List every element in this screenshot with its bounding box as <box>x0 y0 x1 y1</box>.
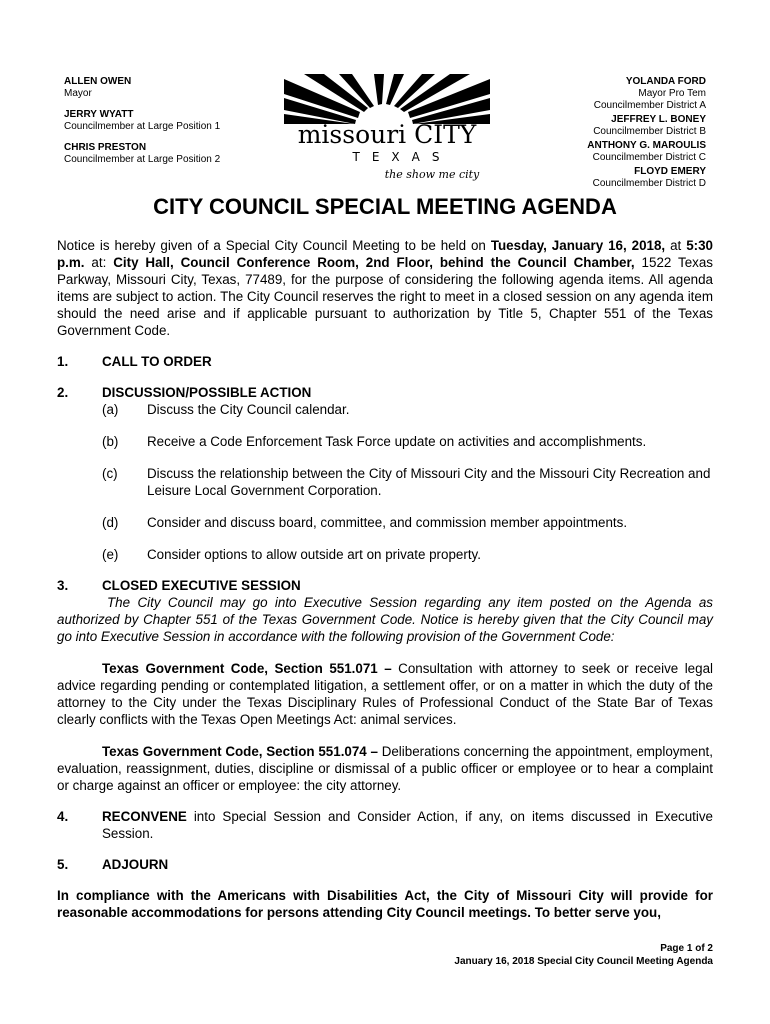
code-heading: Texas Government Code, Section 551.071 – <box>102 661 392 676</box>
item-heading: CALL TO ORDER <box>102 354 212 369</box>
agenda-item-5 <box>57 856 713 873</box>
notice-text-3: at: <box>84 255 114 270</box>
sub-item-letter: (c) <box>102 466 118 481</box>
code-text: Consultation with attorney to seek or receive legal advice regarding pending or contemplated litigation, a settlement offer, or on a matter in which the duty of the attorney to the City under the Texas Disciplinary Rules of Professional Conduct of the State Bar of Texas clearly conflicts with the Texas Open Meetings Act: animal services. <box>57 661 713 727</box>
official-district-a <box>476 76 706 112</box>
sub-item-d <box>57 514 713 531</box>
item-body: into Special Session and Consider Action, if any, on items discussed in Executive Session. <box>102 809 713 841</box>
ada-notice: In compliance with the Americans with Disabilities Act, the City of Missouri City will provide for reasonable accommodations for persons attending City Council meetings. To better serve you, <box>57 888 713 920</box>
officials-left <box>64 76 294 175</box>
sub-item-letter: (a) <box>102 402 119 417</box>
official-district-b <box>476 114 706 138</box>
footer-document-title: January 16, 2018 Special City Council Meeting Agenda <box>454 956 713 967</box>
sub-item-e <box>57 546 713 563</box>
sub-item-letter: (d) <box>102 515 119 530</box>
agenda-body <box>57 237 713 921</box>
official-title: Councilmember District C <box>592 152 706 163</box>
sub-item-b <box>57 433 713 450</box>
item-number: 4. <box>57 809 69 824</box>
official-mayor <box>64 76 294 100</box>
official-title: Councilmember District B <box>593 126 706 137</box>
official-name: FLOYD EMERY <box>634 166 706 177</box>
official-title: Councilmember at Large Position 2 <box>64 154 221 165</box>
executive-session-intro: The City Council may go into Executive Session regarding any item posted on the Agenda as authorized by Chapter 551 of the Texas Government Code. Notice is hereby given that the City Council may go into Executive Session in accordance with the following provision of the Government Code: <box>57 595 713 644</box>
logo-state: TEXAS <box>352 150 452 164</box>
notice-date: Tuesday, January 16, 2018, <box>490 238 666 253</box>
page-title: CITY COUNCIL SPECIAL MEETING AGENDA <box>153 194 617 219</box>
item-heading: DISCUSSION/POSSIBLE ACTION <box>102 385 312 400</box>
official-name: ALLEN OWEN <box>64 76 132 87</box>
code-551-071 <box>57 660 713 728</box>
agenda-item-1 <box>57 353 713 370</box>
sub-item-text: Consider and discuss board, committee, and commission member appointments. <box>147 515 628 530</box>
official-title: Mayor <box>64 88 92 99</box>
official-district-d <box>476 166 706 190</box>
official-name: ANTHONY G. MAROULIS <box>587 140 706 151</box>
agenda-item-4 <box>57 808 713 842</box>
item-4-text <box>102 808 713 842</box>
official-at-large-2 <box>64 142 294 166</box>
sub-item-text: Receive a Code Enforcement Task Force update on activities and accomplishments. <box>147 434 647 449</box>
sub-item-text: Discuss the relationship between the City of Missouri City and the Missouri City Recreation and Leisure Local Government Corporation. <box>147 466 711 498</box>
item-heading: RECONVENE <box>102 809 187 824</box>
item-heading: ADJOURN <box>102 857 169 872</box>
sub-item-a <box>57 401 713 418</box>
item-number: 2. <box>57 385 69 400</box>
logo-wordmark: missouri CITY <box>297 120 477 149</box>
code-heading: Texas Government Code, Section 551.074 – <box>102 744 378 759</box>
page-number: Page 1 of 2 <box>660 943 713 954</box>
sub-item-c <box>57 465 713 499</box>
missouri-city-logo <box>284 74 490 192</box>
code-text: Deliberations concerning the appointment, employment, evaluation, reassignment, duties, discipline or dismissal of a public officer or employee or to hear a complaint or charge against an officer or employee: the city attorney. <box>57 744 713 793</box>
item-number: 5. <box>57 857 69 872</box>
official-district-c <box>476 140 706 164</box>
notice-text-4: 1522 Texas Parkway, Missouri City, Texas, 77489, for the purpose of considering the following agenda items. All agenda items are subject to action. The City Council reserves the right to meet in a closed session on any agenda item should the need arise and if applicable pursuant to authorization by Title 5, Chapter 551 of the Texas Government Code. <box>57 255 713 338</box>
item-number: 3. <box>57 578 69 593</box>
notice-text-1: Notice is hereby given of a Special City Council Meeting to be held on <box>57 238 491 253</box>
official-name: JERRY WYATT <box>64 109 134 120</box>
official-name: YOLANDA FORD <box>625 76 706 87</box>
official-name: JEFFREY L. BONEY <box>611 114 706 125</box>
notice-text-2: at <box>665 238 687 253</box>
sunburst-logo-icon <box>284 74 490 124</box>
officials-right <box>476 76 706 192</box>
sub-item-letter: (b) <box>102 434 119 449</box>
official-title: Councilmember District D <box>592 178 706 189</box>
official-title-2: Councilmember District A <box>593 100 706 111</box>
notice-time: 5:30 p.m. <box>57 238 714 270</box>
code-551-074 <box>57 743 713 794</box>
logo-tagline: the show me city <box>384 168 480 181</box>
sub-item-text: Discuss the City Council calendar. <box>147 402 350 417</box>
item-heading: CLOSED EXECUTIVE SESSION <box>102 578 301 593</box>
page-footer <box>454 942 713 968</box>
official-at-large-1 <box>64 109 294 133</box>
agenda-item-2 <box>57 384 713 563</box>
sub-item-letter: (e) <box>102 547 119 562</box>
notice-place: City Hall, Council Conference Room, 2nd Floor, behind the Council Chamber, <box>113 255 635 270</box>
official-title: Councilmember at Large Position 1 <box>64 121 221 132</box>
item-number: 1. <box>57 354 69 369</box>
official-name: CHRIS PRESTON <box>64 142 147 153</box>
sub-item-text: Consider options to allow outside art on private property. <box>147 547 481 562</box>
official-title: Mayor Pro Tem <box>638 88 706 99</box>
agenda-item-3 <box>57 577 713 794</box>
meeting-notice <box>57 237 713 339</box>
